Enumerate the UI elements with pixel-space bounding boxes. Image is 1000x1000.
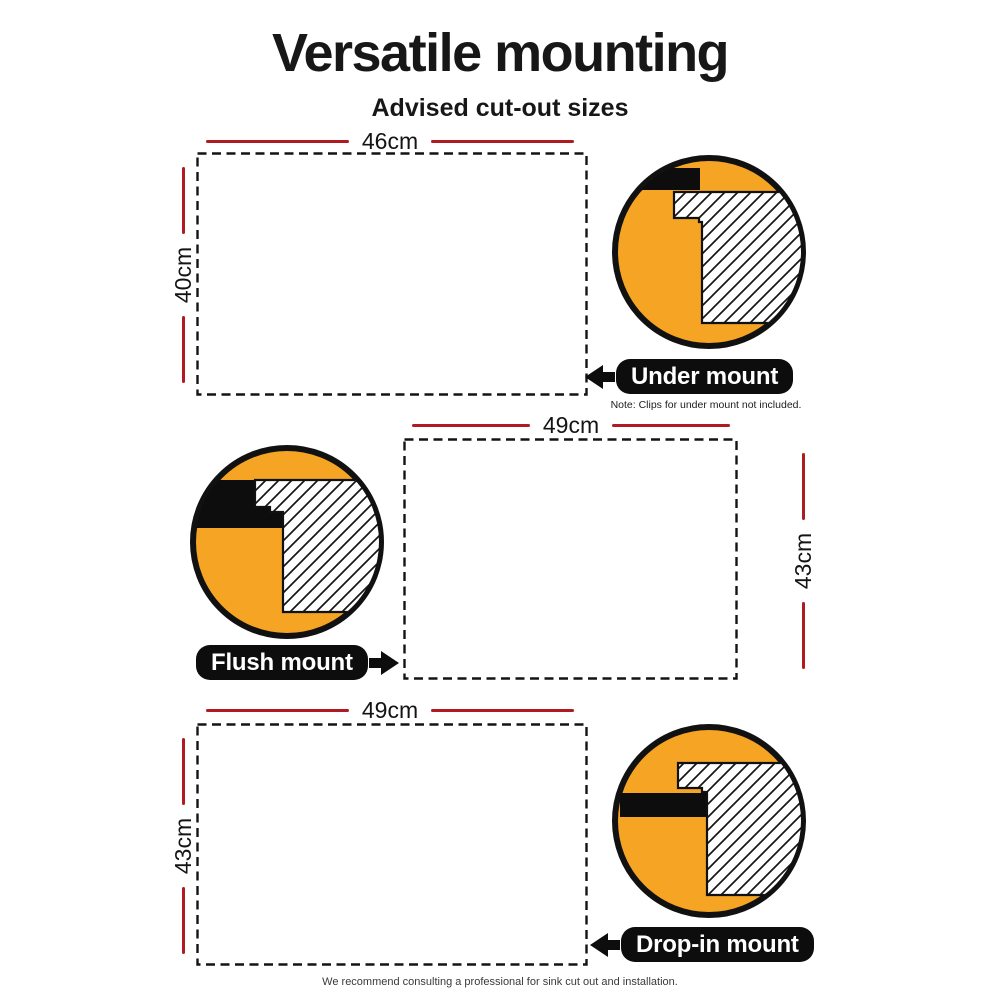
under-width-dimension [206, 127, 574, 155]
flush-width-dimension [412, 411, 730, 439]
under-height-value: 40cm [170, 246, 196, 304]
sink-rim-shape [609, 168, 700, 190]
arrow-left-icon [590, 931, 620, 959]
dimension-line [182, 887, 185, 954]
under-width-value: 46cm [361, 128, 419, 154]
flush-cutout-rect [403, 438, 738, 680]
dimension-line [182, 167, 185, 234]
dimension-line [431, 709, 574, 712]
dimension-line [182, 316, 185, 383]
page-subtitle: Advised cut-out sizes [371, 94, 629, 122]
dropin-cutout-rect [196, 723, 588, 966]
flush-height-value: 43cm [790, 532, 816, 590]
dropin-mount-label [590, 927, 814, 962]
arrow-right-icon [369, 649, 399, 677]
dropin-width-dimension [206, 696, 574, 724]
under-mount-label [585, 359, 793, 394]
dropin-mount-pill: Drop-in mount [621, 927, 814, 962]
footer-disclaimer: We recommend consulting a professional for sink cut out and installation. [322, 976, 678, 988]
dropin-mount-diagram [609, 721, 809, 921]
dropin-width-value: 49cm [361, 697, 419, 723]
dimension-line [431, 140, 574, 143]
flush-height-dimension [789, 453, 817, 669]
under-cutout-rect [196, 152, 588, 396]
dropin-height-value: 43cm [170, 817, 196, 875]
arrow-left-icon [585, 363, 615, 391]
dropin-height-dimension [169, 738, 197, 954]
under-mount-note: Note: Clips for under mount not included. [610, 399, 802, 411]
page-title: Versatile mounting [271, 23, 729, 83]
under-mount-pill: Under mount [616, 359, 793, 394]
dimension-line [412, 424, 530, 427]
flush-width-value: 49cm [542, 412, 600, 438]
dimension-line [182, 738, 185, 805]
flush-mount-diagram [187, 442, 387, 642]
dimension-line [206, 709, 349, 712]
dimension-line [802, 602, 805, 669]
sink-rim-shape [620, 793, 706, 817]
under-height-dimension [169, 167, 197, 383]
flush-mount-pill: Flush mount [196, 645, 368, 680]
under-mount-diagram [609, 152, 809, 352]
flush-mount-label [196, 645, 399, 680]
dimension-line [612, 424, 730, 427]
dimension-line [802, 453, 805, 520]
dimension-line [206, 140, 349, 143]
